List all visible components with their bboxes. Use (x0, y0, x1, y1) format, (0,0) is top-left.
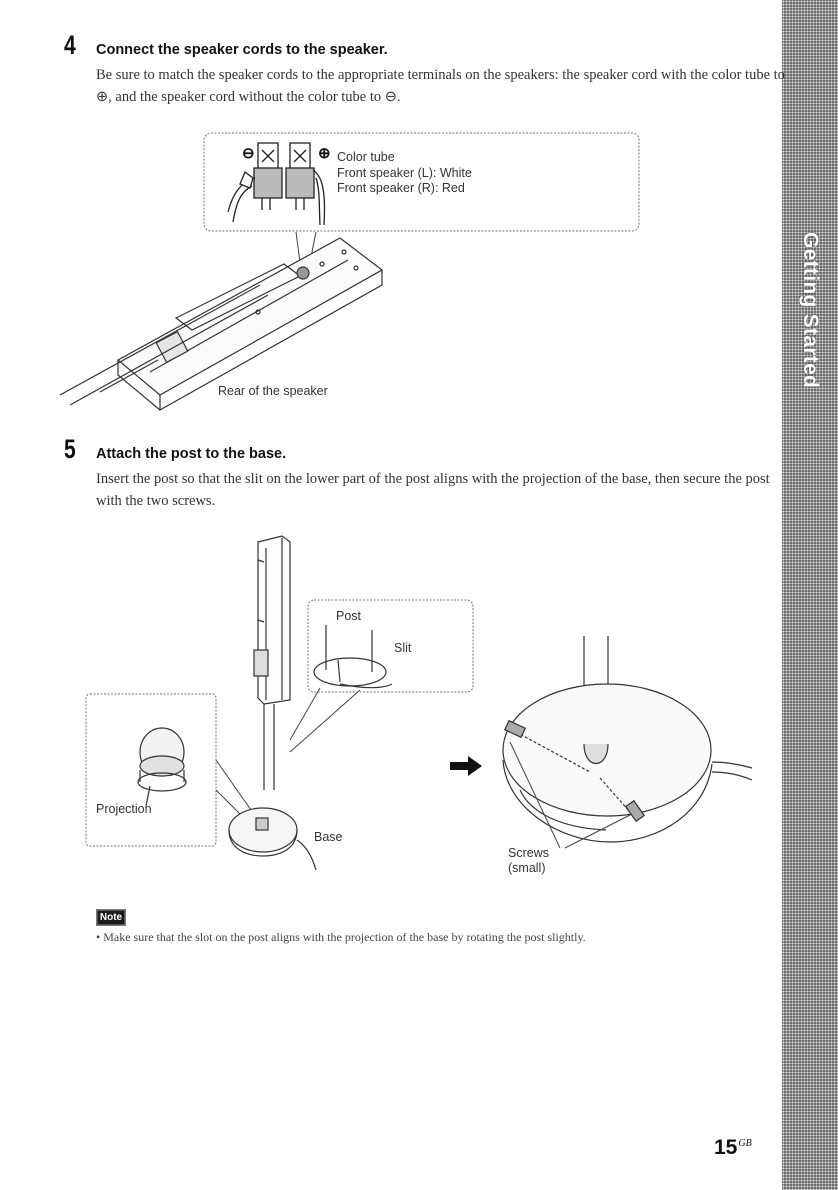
page-number: $15^{GB}$ (714, 1136, 752, 1159)
assembled-stand-icon (503, 636, 752, 842)
step-5-body: Insert the post so that the slit on the lower part of the post aligns with the projection of the base, then secure the post with the two screws. (96, 471, 770, 509)
screws-size-label: (small) (508, 861, 546, 875)
minus-terminal-symbol: ⊖ (242, 145, 255, 162)
plus-terminal-symbol: ⊕ (318, 145, 331, 162)
note-badge: Note (96, 909, 126, 926)
projection-detail-icon (138, 728, 186, 806)
step-4-body: Be sure to match the speaker cords to the appropriate terminals on the speakers: the speaker cord with the color tube to ⊕, and the speaker cord without the color tube to ⊖. (96, 67, 785, 105)
step-4-heading: Connect the speaker cords to the speaker. (96, 42, 388, 58)
post-label: Post (336, 609, 362, 623)
step-4-number: 4 (64, 30, 76, 60)
rear-of-speaker-label: Rear of the speaker (218, 384, 328, 398)
base-icon (229, 808, 316, 870)
front-speaker-left-label: Front speaker (L): White (337, 166, 472, 180)
slit-detail-callout (308, 600, 473, 692)
note-text: • Make sure that the slot on the post aligns with the projection of the base by rotating the post slightly. (96, 930, 586, 944)
section-sidebar-tab (782, 0, 838, 1190)
base-label: Base (314, 830, 343, 844)
step-5-number: 5 (64, 434, 76, 464)
screws-label: Screws (508, 846, 549, 860)
next-step-arrow-icon (450, 756, 482, 776)
projection-label: Projection (96, 802, 152, 816)
color-tube-label: Color tube (337, 150, 395, 164)
step-5-heading: Attach the post to the base. (96, 446, 287, 462)
page-number-suffix: GB (738, 1138, 752, 1149)
post-icon (254, 536, 290, 790)
front-speaker-right-label: Front speaker (R): Red (337, 181, 465, 195)
post-slit-detail-icon (314, 625, 392, 688)
slit-label: Slit (394, 641, 412, 655)
